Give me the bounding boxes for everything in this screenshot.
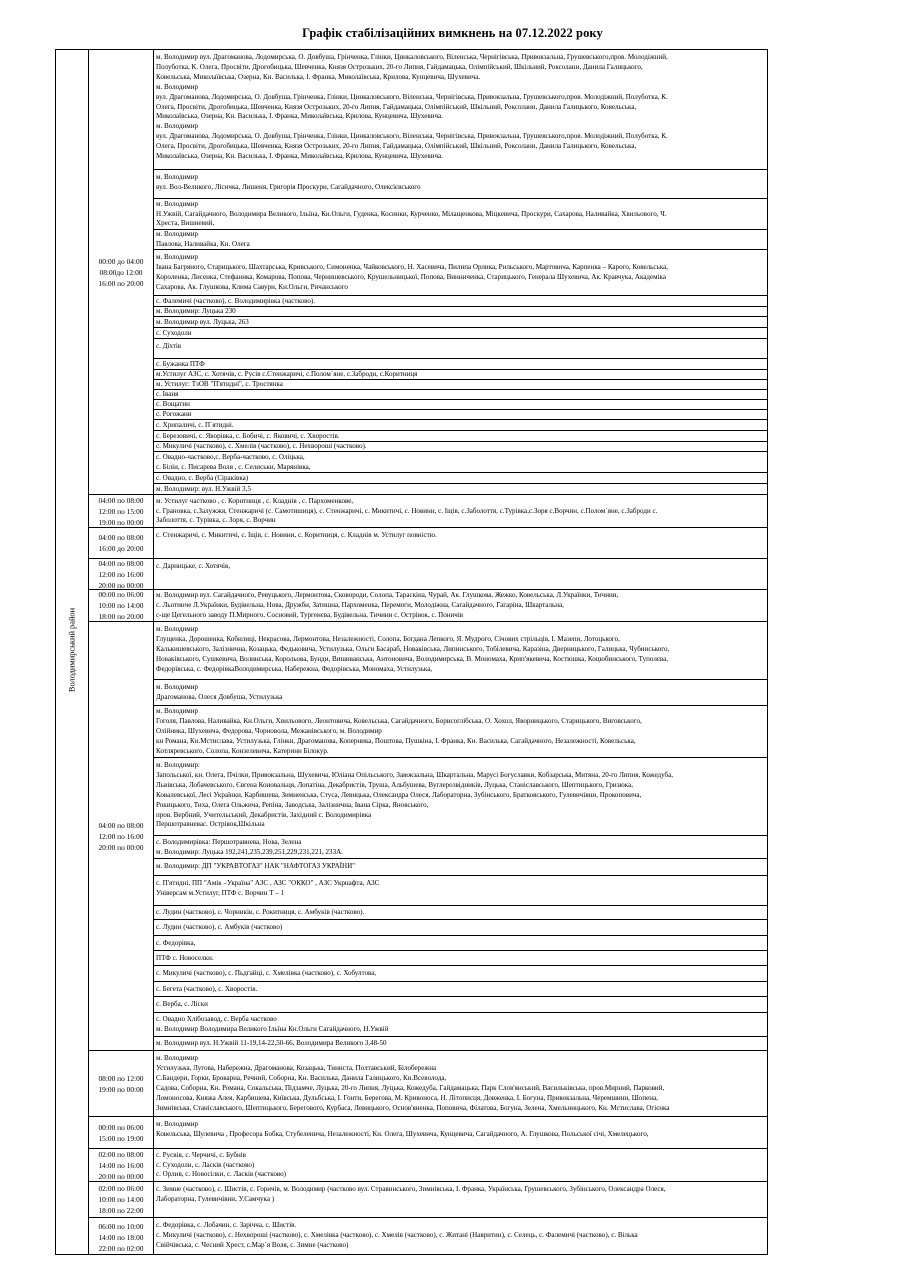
locations-line: Глущенка, Дорошенка, Кобилиці, Некрасова, Лермонтова, Незалежності, Солопа, Богдана Лепкого, Я. Мудрого, Січових стрільців, І. Мазепи, Лотоцького, [156, 634, 620, 643]
time-slot-list [89, 1183, 153, 1216]
locations-cell [154, 1182, 767, 1218]
locations-line: с. П'ятидні, ПП "Амік –Україна" АЗС , АЗС "ОККО" , АЗС Укрнафта, АЗС [156, 879, 380, 887]
locations-line: Львівська, Лобачевського, Євгена Коновальця, Лопатіна, Декабристів, Труша, Альбушева, Вуглерозвідників, Луцька, Станіславського, Шептицького, Гризюка, [156, 780, 633, 789]
locations-cell [154, 1051, 767, 1117]
time-slot-list [89, 1149, 153, 1182]
locations-cell [154, 339, 767, 359]
time-slot-cell [89, 1149, 153, 1182]
time-interval: 02:00 по 06:00 [98, 1184, 144, 1193]
time-interval: 15:00 по 19:00 [98, 1133, 144, 1143]
locations-line: м. Володимир [156, 82, 199, 91]
locations-cell [154, 199, 767, 230]
locations-cell [154, 410, 767, 420]
locations-cell [154, 390, 767, 400]
locations-cell [154, 906, 767, 920]
locations-cell [154, 50, 767, 170]
locations-line: Федорівська, с. ФедорівкаВолодимирська, Набережна, Федорівська, Мономаха, Устилузька, [156, 664, 433, 673]
locations-line: с. Березовичі, с. Яворівка, с. Бобичі, с. Яковичі, с. Хворостів. [156, 431, 340, 440]
locations-cell [154, 1013, 767, 1037]
time-interval: 20:00 по 00:00 [98, 1171, 144, 1181]
locations-line: м. Володимир вул. Сагайдачного, Ревуцького, Лермонтова, Сковороди, Солопа, Тараскіна, Чурай, Ак. Глушкова, Жежко, Ковельська, Л.Українки, Тичини, [156, 591, 619, 600]
locations-cell [154, 359, 767, 370]
time-interval: 12:00 по 15:00 [98, 506, 144, 516]
locations-line: с. Бужанка ПТФ [156, 359, 205, 368]
locations-line: с. Овадно-частково,с. Верба-частково, с. Оліцька, [156, 452, 305, 461]
locations-line: Хреста, Вишневий, [156, 219, 215, 228]
locations-cell [154, 420, 767, 431]
time-slot-list [89, 1122, 153, 1144]
locations-line: Котляревського, Солопа, Конзелевича, Катерини Білокур. [156, 746, 329, 755]
locations-line: с. Іваня [156, 390, 179, 399]
locations-line: с. Дарницьке, с. Хотячів, [156, 562, 231, 570]
locations-cell [154, 706, 767, 758]
outage-schedule-table [55, 49, 768, 1255]
locations-cell [154, 250, 767, 296]
time-slot-list [89, 495, 153, 528]
locations-cell [154, 966, 767, 982]
time-slot-list [89, 1221, 153, 1254]
locations-line: м. Володимир вул. Луцька, 263 [156, 317, 249, 326]
locations-line: м. Володимир [156, 1054, 199, 1062]
locations-line: Універсам м.Устилуг, ПТФ с. Ворчин Т – 1 [156, 888, 285, 897]
locations-cell [154, 997, 767, 1013]
locations-line: Ковельська, Миколаївська, Озерна, Кн. Василька, І. Франка, Миколаївська, Крилова, Кунцевича, Шухевича. [156, 72, 481, 81]
locations-line: м. Володимир: вул. Н.Ужвій 3,5 [156, 484, 251, 493]
locations-cell [154, 442, 767, 452]
locations-line: Ломоносова, Княжа Алея, Карбишева, Київська, Дульбська, І. Гонти, Берегова, М. Кривоноса, Н. Літописця, Довженка, І. Богуна, Привокзальна, Черемшини, Шопена, [156, 1093, 658, 1102]
locations-line: Зимнівська, Станіславського, Шептицького, Берегового, Курбаса, Левицького, Основ'яненка, Поповича, Філатова, Богуна, Зелена, Хмельницького, Кн. Мстислава, Огієнка [156, 1103, 670, 1112]
locations-line: Рокицького, Тиха, Олега Ольжича, Репіна, Заводська, Залізнична, Івана Сірка, Яновського, [156, 800, 429, 809]
locations-line: с. Зимне (частково), с. Шистів, с. Горичів, м. Володимир (частково вул. Стравинського, Зимнівська, І. Франка, Українська, Грушевського, Зубінського, Олександра Олеся, [156, 1185, 666, 1193]
locations-line: с. Льотинче Л.Українки, Будівельна, Нова, Дружби, Затишна, Пархоменка, Перемоги, Молодіжна, Сагайдачного, Гагаріна, Шкартальна, [156, 601, 564, 610]
locations-cell [154, 473, 767, 484]
locations-line: с. Рогожани [156, 410, 192, 419]
locations-line: м. Володимир: [156, 761, 201, 769]
time-slot-cell [89, 50, 153, 495]
locations-cell [154, 680, 767, 706]
locations-line: с. Діхтів [156, 342, 182, 350]
locations-line: вул. Драгоманова, Лодомирська, О. Довбуша, Грінченка, Глінки, Цинкаловського, Віленська, Чернігівська, Привокзальна, Грушевського,пров. Молодіжний, Полуботка, К. [156, 92, 668, 101]
locations-line: с. Біліи, с. Писарева Воля , с. Селиськи, Марянівка, [156, 462, 311, 471]
locations-line: м. Володимир [156, 253, 199, 261]
locations-line: Сахарова, Ак. Глушкова, Клима Савури, Кн.Ольги, Ричанського [156, 282, 348, 291]
locations-line: с. Федорівка, с. Лобачин, с. Зарічча, с. Шистів. [156, 1221, 297, 1229]
time-interval: 20:00 по 00:00 [98, 842, 144, 852]
time-interval: 10:00 по 14:00 [98, 601, 144, 610]
locations-line: м. Володимир [156, 199, 199, 208]
locations-line: м. Володимир Володимира Великого Ільїна Кн.Ольги Сагайдачного, Н.Ужвій [156, 1025, 389, 1033]
time-interval: 04:00 по 08:00 [98, 495, 144, 505]
locations-cell [154, 528, 767, 559]
locations-cell [154, 920, 767, 936]
locations-line: Ковалевської, Лесі Українки, Карбишева, Зимненська, Стуса, Левицька, Олександра Олеся, Лабораторна, Зубінського, Братковського, Гулевичівни, Прокоповича, [156, 790, 642, 799]
locations-line: Драгоманова, Олеся Довбуша, Устилузька [156, 692, 283, 701]
time-interval: 04:00 по 08:00 [98, 558, 144, 568]
locations-line: м. Устилуг частково , с. Коритниця , с. Кладнів , с. Пархоменкове, [156, 496, 354, 505]
places-column [154, 50, 767, 1254]
locations-line: с. Грановка, с.Залужжя, Стенжаричі (с. Самотишиця), с. Стенжаричі, с. Микитичі, с. Новини, с. Іщів, с.Заболоття, с.Турівка,с.Зоря с.Ворчин, с.Полом`яне, с.Заброди с. [156, 506, 658, 515]
district-column [56, 50, 89, 1254]
time-slot-cell [89, 1182, 153, 1218]
time-interval: 02:00 по 08:00 [98, 1149, 144, 1159]
time-slot-list [89, 558, 153, 591]
time-interval: 04:00 по 08:00 [98, 533, 144, 542]
locations-cell [154, 495, 767, 528]
locations-cell [154, 982, 767, 997]
locations-line: Новаківського, Сушкевича, Волинська, Корольова, Бунди, Вишиванська, Антоновича, Володимирська, В. Мономаха, Крип'якевича, Костюшка, Коцюбинського, Туполєва, [156, 654, 668, 663]
locations-line: кн Романа, Кн.Мстислава, Устилузька, Глінки, Драгоманова, Коперника, Поштова, Пушкіна, І. Франка, Кн. Василька, Сагайдачного, Незалежності, Ковельська, [156, 736, 636, 745]
locations-line: с. Микуличі (частково), с. Пьдгайцi, с. Хмелівка (частково), с. Хобултова, [156, 969, 377, 977]
time-interval: 19:00 по 00:00 [98, 517, 144, 527]
time-interval: 18:00 по 20:00 [98, 612, 144, 621]
locations-line: м. Володимир [156, 1120, 199, 1128]
locations-line: с. Микуличі (частково), с. Нехвороші (частково), с. Хмелівка (частково), с. Хмелів (частково), с. Житані (Навритин), с. Селець, с. Фалемичі (частково), с. Вілька [156, 1230, 638, 1239]
locations-line: м. Володимир [156, 173, 199, 181]
time-interval: 00:00 до 04:00 [98, 256, 144, 266]
locations-cell [154, 380, 767, 390]
locations-line: с. Суходоли [156, 328, 192, 337]
locations-cell [154, 1218, 767, 1256]
locations-line: м. Володимир [156, 122, 199, 131]
time-slot-cell [89, 622, 153, 1051]
time-interval: 16:00 до 20:00 [98, 544, 144, 553]
time-slot-list [89, 820, 153, 853]
locations-line: м. Володимир: Луцька 192,241,235,239,251,229,231,221, 233А. [156, 847, 343, 856]
locations-line: с. Бегета (частково), с. Хворостів. [156, 984, 258, 993]
time-interval: 00:00 по 06:00 [98, 1122, 144, 1132]
locations-line: м. Володимир [156, 683, 199, 691]
locations-cell [154, 307, 767, 317]
locations-line: Гоголя, Павлова, Наливайка, Кн.Ольги, Хвильового, Леонтовича, Ковельська, Сагайдачного, Борисоглібська, О. Хохол, Яворницького, Старицького, Виговського, [156, 717, 642, 726]
locations-line: Н.Ужвій, Сагайдачного, Володимира Великого, Ільїна, Кн.Ольги, Гуденка, Косинки, Курченко, Мілащенкова, Міцкевича, Проскури, Сахарова, Наливайка, Хвильового, Ч. [156, 209, 667, 218]
time-interval: 08:00 по 12:00 [98, 1073, 144, 1083]
time-interval: 20:00 по 00:00 [98, 580, 144, 590]
document-title: Графік стабілізаційних вимкнень на 07.12.2022 року [302, 26, 603, 40]
locations-cell [154, 876, 767, 906]
locations-line: с. Фалемичі (частково), с. Володимирівка (частково). [156, 296, 315, 305]
locations-line: вул. Драгоманова, Лодомирська, О. Довбуша, Грінченка, Глінки, Цинкаловського, Віленська, Чернігівська, Привокзальна, Грушевського,пров. Молодіжний, Полуботка, К. [156, 132, 668, 141]
time-column [89, 50, 154, 1254]
time-slot-list [89, 532, 153, 554]
locations-line: Садова, Соборна, Кн. Романа, Сокальська, Підзамче, Луцька, 20-го Липня, Луцька, Кожедуба, Гайдамацька, Парк Слов'янський, Васильківська, пров.Мирний, Парковий, [156, 1083, 665, 1092]
locations-line: Короленка, Лисенка, Стефаника, Комарова, Попова, Чернишевського, Крушельницької, Попова, Винниченка, Старицького, Генерала Шухевича, Ак. Кравчука, Академіка [156, 272, 666, 281]
locations-line: Ковельська, Шулевича , Професора Бобка, Стубеленича, Незалежності, Кн. Олега, Шухевича, Кунцевича, Сагайдачного, А. Глушкова, Польської січі, Хмелецького, [156, 1129, 649, 1138]
locations-cell [154, 328, 767, 339]
locations-cell [154, 622, 767, 680]
time-slot-cell [89, 590, 153, 622]
locations-line: вул. Вол-Великого, Лісичка, Лишеня, Григорія Проскури, Сагайдачного, Олексієвського [156, 182, 421, 191]
locations-line: м. Устилуг: ТзОВ "П'ятидні", с. Тростянка [156, 380, 283, 389]
locations-line: м. Володимир [156, 230, 199, 239]
locations-line: Олега, Просвіти, Дрогобицька, Шевченка, Князя Острозьких, 20-го Липня, Гайдамацька, Олімпійський, Шкільний, Роксолани, Данила Галицького, Ковельська, [156, 142, 637, 151]
locations-line: с. Лудин (частково), с. Чорників, с. Рокитниця, с. Амбуків (частково). [156, 908, 365, 917]
time-interval: 14:00 по 16:00 [98, 1160, 144, 1170]
locations-cell [154, 296, 767, 307]
locations-line: с. Суходоли, с. Ласків (частково) [156, 1160, 255, 1169]
locations-line: с. Стенжаричі, с. Микитичі, с. Іщів, с. Новини, с. Коритниця, с. Кладнів м. Устилуг повністю. [156, 531, 437, 539]
locations-cell [154, 400, 767, 410]
locations-cell [154, 1149, 767, 1182]
locations-line: Павлова, Наливайка, Кн. Олега [156, 240, 250, 248]
time-slot-list [89, 1073, 153, 1095]
locations-line: Запольської, кн. Олега, Пчілки, Привокзальна, Шухевича, Юліана Опільського, Завокзальна, Шкартальна, Марусі Богуславки, Кобзарська, Митяна, 20-го Липня, Кожедуба, [156, 770, 673, 779]
district-label: Володимирський район [67, 607, 77, 693]
locations-line: м. Володимир вул. Н.Ужвій 11-19,14-22,50-66, Володимира Великого 3,48-50 [156, 1039, 387, 1048]
locations-cell [154, 431, 767, 442]
time-interval: 18:00 по 22:00 [98, 1206, 144, 1215]
locations-line: с. Верба, с. Ліски [156, 1000, 208, 1008]
time-interval: 06:00 по 10:00 [98, 1221, 144, 1231]
locations-cell [154, 859, 767, 876]
locations-line: с. Микуличі (частково), с. Хмелів (частково), с. Нехвороші (частково). [156, 442, 367, 451]
locations-line: с. Лудин (частково), с. Амбуків (частково) [156, 923, 283, 931]
time-slot-list [89, 256, 153, 289]
locations-line: Полуботка, К. Олега, Просвіти, Дрогобицька, Шевченка, Князя Острозьких, 20-го Липня, Гайдамацька, Олімпійський, Шкільний, Роксолани, Данила Галицького, [156, 62, 643, 71]
locations-line: Олійника, Шухевича, Федорова, Чорновола, Межанівського, м. Володимир [156, 727, 382, 736]
locations-cell [154, 484, 767, 495]
locations-line: Калькишевського, Залізнична, Козацька, Федьковича, Устилузька, Ольги Басараб, Новаківська, Липинського, Тобілевича, Каразіна, Дверницького, Галицька, Чубинського, [156, 644, 670, 653]
locations-line: с. Володимирівка: Першотравнева, Нова, Зелена [156, 837, 302, 846]
locations-cell [154, 317, 767, 328]
time-slot-cell [89, 528, 153, 559]
locations-line: м. Володимир [156, 707, 199, 716]
locations-cell [154, 836, 767, 859]
locations-cell [154, 230, 767, 250]
locations-line: с. Орлив, с. Новосілки, с. Ласків (частково) [156, 1170, 286, 1179]
locations-line: м. Володимир: ДП "УКРАВТОГАЗ" НАК "НАФТОГАЗ УКРАЇНИ" [156, 862, 356, 870]
locations-line: м. Володимир вул. Драгоманова, Лодомирська, О. Довбуша, Грінченка, Глінки, Цинкаловського, Віленська, Чернігівська, Привокзальна, Грушевського,пров. Молодіжний, [156, 53, 668, 61]
locations-line: с. Вощатин [156, 400, 190, 409]
locations-line: пров. Вербний, Учительський, Декабристів, Західний с. Володимирівка [156, 810, 372, 819]
time-slot-cell [89, 1117, 153, 1149]
locations-cell [154, 452, 767, 473]
time-slot-cell [89, 495, 153, 528]
locations-cell [154, 170, 767, 199]
locations-cell [154, 951, 767, 966]
locations-line: ПТФ с. Новоселки. [156, 953, 214, 962]
time-interval: 00:00 по 06:00 [98, 590, 144, 599]
locations-cell [154, 1037, 767, 1051]
locations-line: с. Хрипаличі, с. П`ятидні. [156, 420, 234, 429]
locations-cell [154, 936, 767, 951]
time-interval: 10:00 по 14:00 [98, 1195, 144, 1204]
time-interval: 22:00 по 02:00 [98, 1243, 144, 1253]
locations-line: Івана Багряного, Старицького, Шахтарська, Кривського, Симоненка, Чайковського, Н. Хасевича, Пилипа Орлика, Рильського, Мартовича, Карпенка – Карого, Ковельська, [156, 262, 668, 271]
locations-line: Заболоття, с. Турівка, с. Зоря, с. Ворчин [156, 516, 276, 525]
locations-line: с-ще Цегельного заводу П.Мирного, Сосновий, Тургенєва, Будівельна, Тичини с. Острівок, с. Поничів [156, 610, 464, 619]
locations-line: с. Овадно Хлібозавод, с. Верба частково [156, 1015, 277, 1024]
time-slot-cell [89, 559, 153, 590]
time-slot-cell [89, 1218, 153, 1256]
locations-line: Миколаївська, Озерна, Кн. Василька, І. Франка, Миколаївська, Крилова, Кунцевича, Шухевича. [156, 152, 443, 161]
locations-cell [154, 590, 767, 622]
locations-cell [154, 1117, 767, 1149]
locations-line: с. Русвів, с. Черчичі, с. Бубнів [156, 1150, 246, 1159]
locations-line: С.Бандери, Горки, Броварна, Речний, Соборна, Кн. Василька, Данила Галицького, Кн.Всеволода, [156, 1073, 447, 1082]
time-slot-list [89, 589, 153, 622]
locations-line: м.Устилуг АЗС, с. Хотячів, с. Русів с.Стенжаричі, с.Полом`яне, с.Заброди, с.Коритниця [156, 370, 418, 379]
locations-line: Олега, Просвіти, Дрогобицька, Шевченка, Князя Острозьких, 20-го Липня, Гайдамацька, Олімпійський, Шкільний, Роксолани, Данила Галицького, Ковельська, [156, 102, 637, 111]
locations-cell [154, 758, 767, 836]
locations-line: Миколаївська, Озерна, Кн. Василька, І. Франка, Миколаївська, Крилова, Кунцевича, Шухевича. [156, 112, 443, 121]
locations-line: м. Володимир: Луцька 230 [156, 307, 236, 316]
time-interval: 19:00 по 00:00 [98, 1084, 144, 1094]
time-interval: 04:00 по 08:00 [98, 820, 144, 830]
locations-line: м. Володимир [156, 625, 199, 633]
locations-line: Свійчівська, с. Чесний Хрест, с.Мар`я Воля, с. Зимне (частково) [156, 1240, 349, 1249]
locations-line: с. Федорівка, [156, 938, 196, 947]
time-interval: 08:00до 12:00 [99, 267, 143, 277]
time-interval: 16:00 по 20:00 [98, 278, 144, 288]
locations-cell [154, 370, 767, 380]
time-interval: 12:00 по 16:00 [98, 569, 144, 579]
time-slot-cell [89, 1051, 153, 1117]
locations-line: Устилузька, Лугова, Набережна, Драгоманова, Козацька, Тиниста, Полтавський, Білобережна [156, 1063, 437, 1072]
locations-line: с. Овадно, с. Верба (Сіраківка) [156, 473, 249, 482]
locations-cell [154, 559, 767, 590]
time-interval: 14:00 по 18:00 [98, 1232, 144, 1242]
locations-line: Лабораторна, Гулевичівни, У.Самчука ) [156, 1194, 275, 1203]
locations-line: Першотравневас. Острівок,Шкільна [156, 820, 265, 829]
time-interval: 12:00 по 16:00 [98, 831, 144, 841]
